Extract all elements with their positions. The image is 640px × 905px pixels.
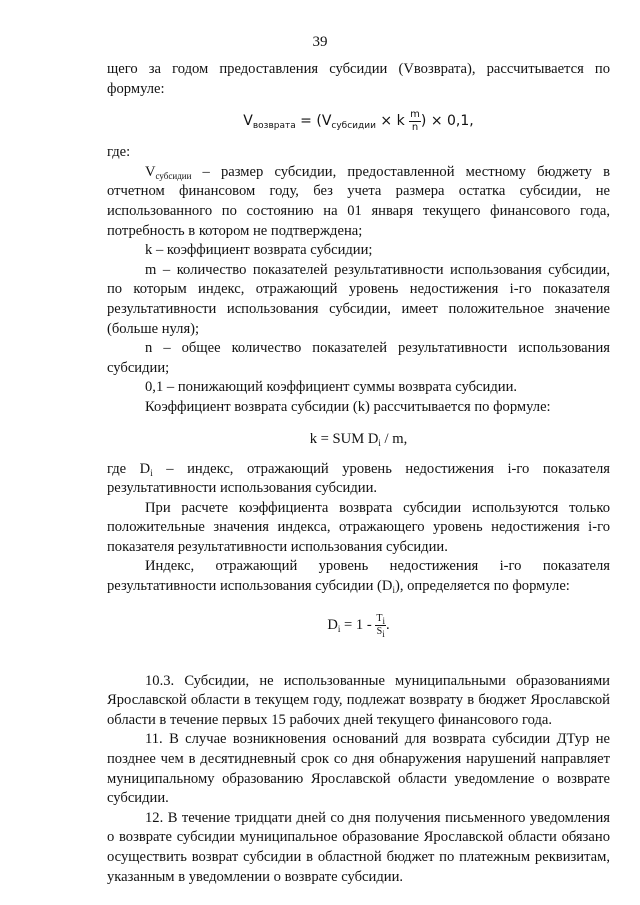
document-body [107, 60, 610, 887]
definition-0-1: 0,1 – понижающий коэффициент суммы возврата субсидии. [145, 379, 518, 396]
formula-v-return: $V_{возврата} = (V_{субсидии} \times k$ $\frac{m}{n}$ ) × 0,1, [243, 108, 474, 133]
paragraph-index-intro: Индекс, отражающий уровень недостижения i-го показателя результативности использования субсидии $(D_i)$, определяется по формуле: [107, 558, 610, 596]
formula-k: k = SUM $D_i$ / m, [309, 430, 408, 448]
formula-di: $D_i = 1$ - $\frac{T_i}{S_i}$ . [327, 612, 390, 639]
definition-n: n – общее количество показателей результативности использования субсидии; [107, 340, 610, 376]
paragraph-11: 11. В случае возникновения оснований для возврата субсидии ДТур не позднее чем в десятидневный срок со дня обнаружения нарушений направляет муниципальному образованию Ярославской области уведомление о возврате субсидии. [107, 731, 610, 807]
paragraph-10-3: 10.3. Субсидии, не использованные муниципальными образованиями Ярославской области в текущем году, подлежат возврату в бюджет Ярославской области в течение первых 15 рабочих дней текущего финансового года. [107, 672, 610, 728]
definition-v-subsidy: $V_{субсидии}$ – размер субсидии, предоставленной местному бюджету в отчетном финансовом году, без учета размера остатка субсидии, не использованного по состоянию на 01 января текущего финансового года, потребность в котором не подтверждена; [107, 163, 610, 239]
paragraph-positive-values: При расчете коэффициента возврата субсидии используются только положительные значения индекса, отражающего уровень недостижения i-го показателя результативности использования субсидии. [107, 499, 610, 555]
fraction-t-over-s: $\frac{T_i}{S_i}$ [376, 612, 385, 639]
paragraph-formula-intro: щего за годом предоставления субсидии (Vвозврата), рассчитывается по формуле: [107, 61, 610, 97]
definition-k: k – коэффициент возврата субсидии; [145, 242, 373, 259]
fraction-m-over-n: $\frac{m}{n}$ [410, 108, 420, 133]
definition-m: m – количество показателей результативности использования субсидии, по которым индекс, отражающий уровень недостижения i-го показателя результативности использования субсидии, имеет положительное значение (больше нуля); [107, 261, 610, 337]
page-number: 39 [312, 34, 328, 50]
paragraph-12: 12. В течение тридцати дней со дня получения письменного уведомления о возврате субсидии муниципальное образование Ярославской области обязано осуществить возврат субсидии в областной бюджет по платежным реквизитам, указанным в уведомлении о возврате субсидии. [107, 809, 610, 885]
paragraph-k-intro: Коэффициент возврата субсидии (k) рассчитывается по формуле: [145, 398, 551, 415]
definition-di: где $D_i$ – индекс, отражающий уровень недостижения i-го показателя результативности использования субсидии. [107, 460, 610, 497]
where-label: где: [107, 144, 131, 161]
